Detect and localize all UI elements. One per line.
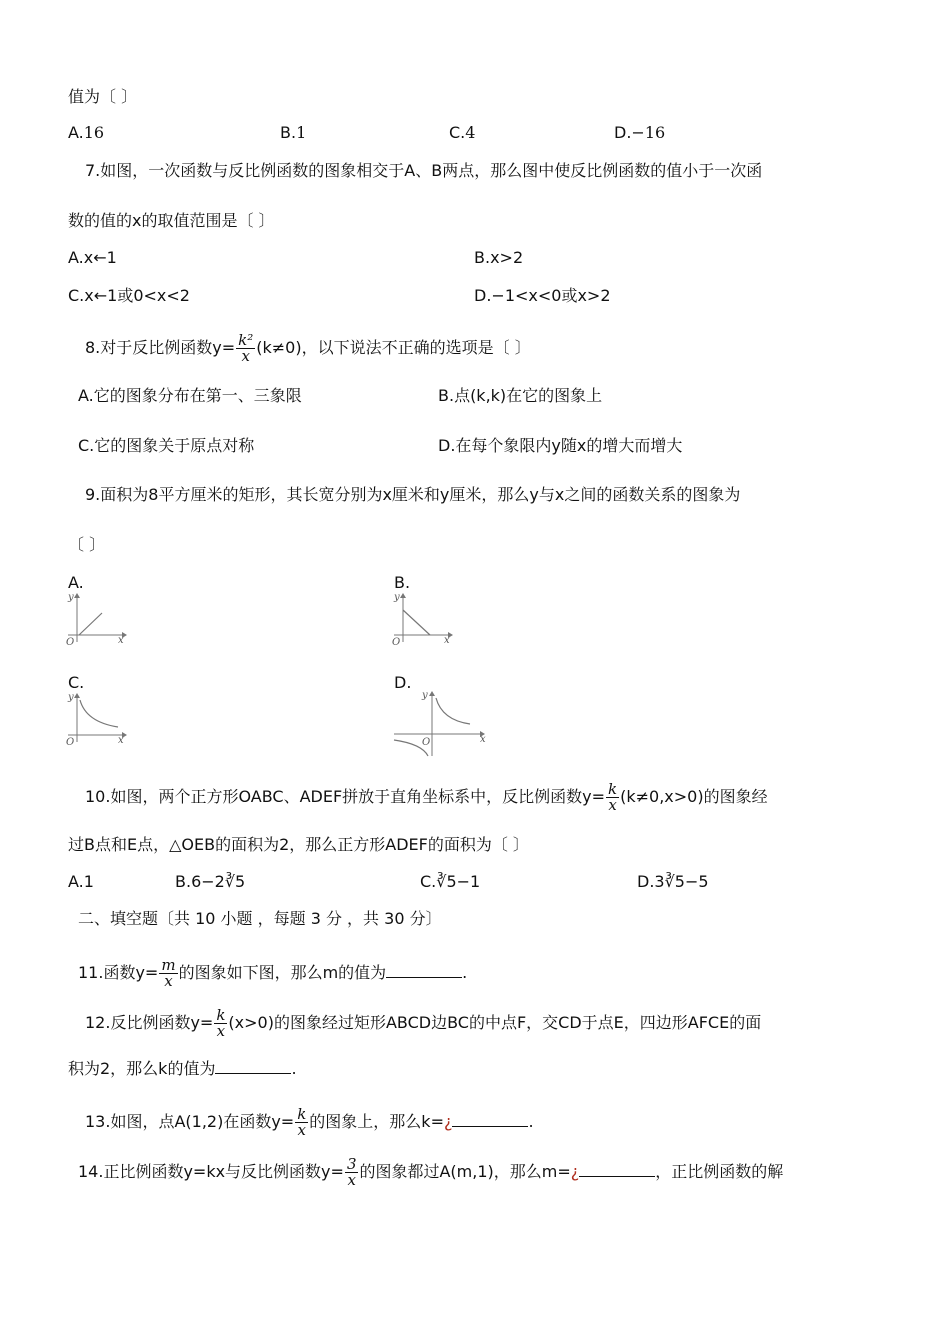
q12-stem-line2 [68, 1058, 297, 1080]
graph-b-x-label: x [444, 635, 450, 646]
q8-option-a[interactable]: A.它的图象分布在第一、三象限 [78, 386, 302, 405]
q11-answer-blank[interactable] [386, 963, 462, 978]
q14-fraction [345, 1157, 359, 1188]
q11-stem-post: 的图象如下图，那么m的值为 [178, 963, 387, 982]
q10-fraction-den: x [608, 796, 617, 814]
q11-fraction [159, 958, 177, 989]
q10-fraction-num: k [608, 780, 618, 798]
q9-option-d[interactable]: D. [394, 673, 412, 692]
q7-option-b[interactable]: B.x>2 [474, 248, 524, 267]
q8-stem-pre: 8.对于反比例函数y= [85, 338, 236, 357]
q13-stem-pre: 13.如图，点A(1,2)在函数y= [85, 1112, 295, 1131]
graph-a-y-arrow [74, 593, 80, 598]
q11-fraction-num: m [161, 956, 176, 974]
q6-stem-tail: 值为〔 〕 [68, 87, 138, 106]
q6-b-label: B. [280, 123, 297, 142]
q6-d-value: −16 [631, 123, 666, 142]
q12-stem-line1 [85, 1008, 761, 1039]
graph-c-y-arrow [74, 693, 80, 698]
q10-stem-line2: 过B点和E点，△OEB的面积为2，那么正方形ADEF的面积为〔 〕 [68, 835, 529, 854]
q10-option-a[interactable]: A.1 [68, 872, 94, 891]
q12-stem-end: . [291, 1059, 297, 1078]
q8-stem-post: (k≠0)，以下说法不正确的选项是〔 〕 [256, 338, 531, 357]
graph-c-x-label: x [118, 735, 124, 746]
q9-option-a[interactable]: A. [68, 573, 84, 592]
q8-option-b[interactable]: B.点(k,k)在它的图象上 [438, 386, 603, 405]
q6-d-label: D. [614, 123, 632, 142]
q7-option-d[interactable]: D.−1<x<0或x>2 [474, 286, 611, 305]
graph-c-curve [80, 700, 118, 727]
q10-stem-line1 [85, 782, 768, 813]
q12-fraction-den: x [216, 1022, 226, 1040]
q14-stem-pre: 14.正比例函数y=kx与反比例函数y= [78, 1162, 344, 1181]
q7-option-c[interactable]: C.x←1或0<x<2 [68, 286, 190, 305]
q7-option-a[interactable]: A.x←1 [68, 248, 117, 267]
graph-b-curve [403, 610, 430, 635]
q14-fraction-den: x [347, 1171, 356, 1189]
q6-b-value: 1 [296, 123, 307, 142]
q8-fraction-den: x [241, 347, 250, 365]
q11-stem-end: . [462, 963, 468, 982]
graph-a-origin: O [66, 637, 75, 648]
q12-stem-pre: 12.反比例函数y= [85, 1013, 214, 1032]
section-2-heading: 二、填空题〔共 10 小题 ，每题 3 分 ，共 30 分〕 [78, 909, 442, 928]
q13-fraction-den: x [297, 1121, 306, 1139]
q10-stem-pre: 10.如图，两个正方形OABC、ADEF拼放于直角坐标系中，反比例函数y= [85, 787, 606, 806]
q10-option-b[interactable]: B.6−2∛5 [175, 872, 246, 891]
q12-fraction-num: k [216, 1006, 226, 1024]
q9-graph-d [392, 690, 488, 758]
q12-answer-blank[interactable] [215, 1059, 291, 1074]
graph-a-x-label: x [118, 635, 124, 646]
q9-option-b[interactable]: B. [394, 573, 411, 592]
q6-option-b[interactable] [280, 122, 306, 144]
graph-b-y-label: y [394, 592, 400, 603]
graph-a-y-label: y [68, 592, 74, 603]
q9-stem-line1: 9.面积为8平方厘米的矩形，其长宽分别为x厘米和y厘米，那么y与x之间的函数关系的图象为 [85, 485, 741, 504]
q10-option-d[interactable]: D.3∛5−5 [637, 872, 709, 891]
q13-inverted-question-mark: ¿ [443, 1112, 453, 1131]
q7-stem-line1: 7.如图，一次函数与反比例函数的图象相交于A、B两点，那么图中使反比例函数的值小于一次函 [85, 161, 763, 180]
graph-d-y-arrow [429, 691, 435, 696]
q14-answer-blank[interactable] [579, 1162, 655, 1177]
q8-option-d[interactable]: D.在每个象限内y随x的增大而增大 [438, 436, 683, 455]
q7-stem-line2: 数的值的x的取值范围是〔 〕 [68, 211, 275, 230]
q8-fraction [236, 333, 255, 364]
q13-stem-post: 的图象上，那么k= [309, 1112, 444, 1131]
q14-stem-end: ，正比例函数的解 [655, 1162, 784, 1181]
q6-c-label: C. [449, 123, 466, 142]
q14-stem [78, 1157, 783, 1188]
graph-d-x-label: x [480, 734, 486, 745]
q6-a-value: 16 [83, 123, 105, 142]
q11-stem-pre: 11.函数y= [78, 963, 159, 982]
q9-graph-a [66, 592, 130, 648]
graph-c-y-label: y [68, 692, 74, 703]
q13-fraction-num: k [297, 1105, 307, 1123]
q9-option-c[interactable]: C. [68, 673, 85, 692]
q13-answer-blank[interactable] [452, 1112, 528, 1127]
q10-fraction [606, 782, 619, 813]
q10-stem-post: (k≠0,x>0)的图象经 [620, 787, 768, 806]
graph-d-origin: O [422, 737, 431, 748]
graph-b-y-arrow [400, 593, 406, 598]
graph-a-curve [79, 613, 102, 635]
q13-stem [85, 1107, 534, 1138]
q12-line2-text: 积为2，那么k的值为 [68, 1059, 216, 1078]
q6-option-d[interactable] [614, 122, 665, 144]
q6-c-value: 4 [465, 123, 476, 142]
q13-fraction [295, 1107, 308, 1138]
q11-stem [78, 958, 467, 989]
q9-stem-line2: 〔 〕 [68, 535, 106, 554]
q9-graph-c [66, 692, 130, 748]
graph-d-branch-1 [436, 698, 470, 724]
q11-fraction-den: x [164, 972, 173, 990]
q14-stem-post: 的图象都过A(m,1)，那么m= [359, 1162, 571, 1181]
q12-fraction [214, 1008, 227, 1039]
q14-inverted-question-mark: ¿ [570, 1162, 580, 1181]
q6-option-a[interactable] [68, 122, 104, 144]
graph-c-origin: O [66, 737, 75, 748]
graph-d-y-label: y [422, 690, 428, 701]
q6-option-c[interactable] [449, 122, 475, 144]
q13-stem-end: . [528, 1112, 534, 1131]
q6-a-label: A. [68, 123, 84, 142]
q10-option-c[interactable]: C.∛5−1 [420, 872, 481, 891]
q12-stem-post: (x>0)的图象经过矩形ABCD边BC的中点F，交CD于点E，四边形AFCE的面 [228, 1013, 762, 1032]
q8-fraction-num: k² [238, 331, 254, 349]
q9-graph-b [392, 592, 456, 648]
q8-option-c[interactable]: C.它的图象关于原点对称 [78, 436, 255, 455]
graph-b-origin: O [392, 637, 401, 648]
q14-fraction-num: 3 [346, 1155, 357, 1173]
q8-stem [85, 333, 531, 364]
